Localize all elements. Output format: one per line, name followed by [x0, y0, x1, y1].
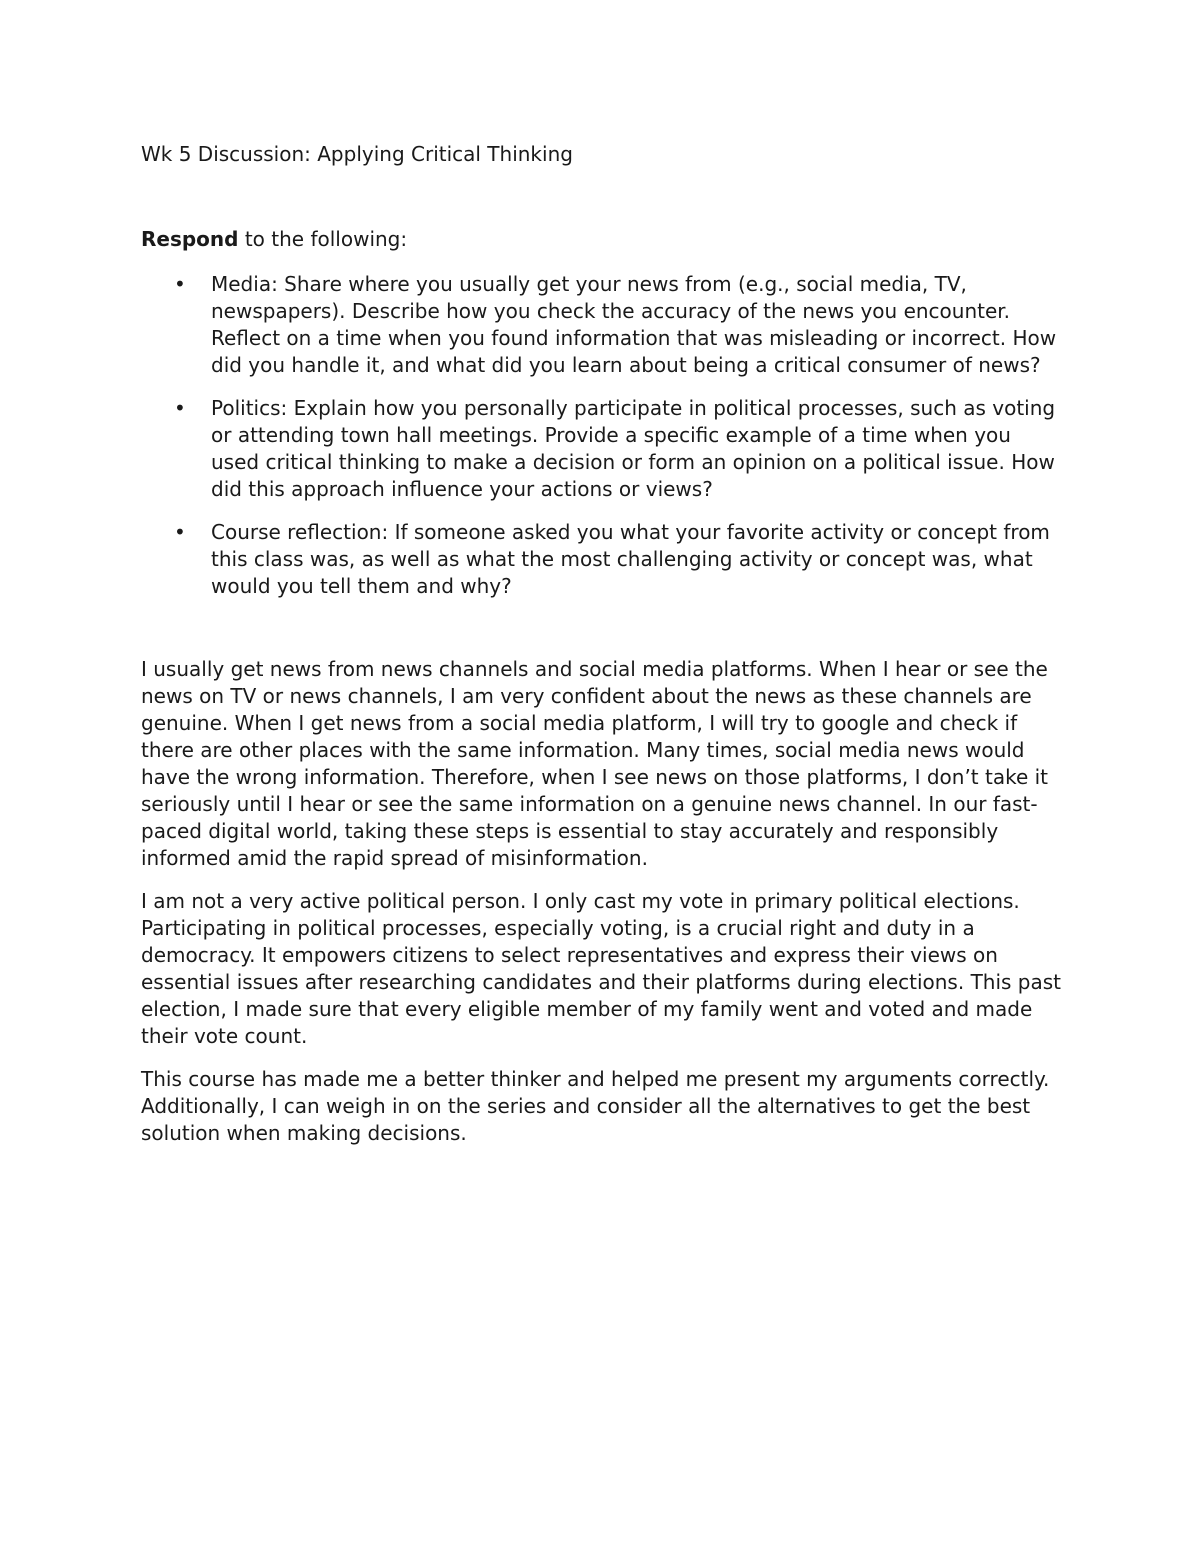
prompt-text: Politics: Explain how you personally participate in political processes, such as voting or attending town hall meetings. Provide a specific example of a time when you used critical thinking to make a decision or form an opinion on a political issue. How did this approach influence your actions or views?: [211, 396, 1056, 501]
prompt-list: [141, 271, 1061, 600]
instruction-text: to the following:: [238, 227, 408, 251]
bullet-icon: •: [174, 272, 186, 296]
instruction-line: [141, 226, 1061, 253]
document-title: Wk 5 Discussion: Applying Critical Thinking: [141, 142, 573, 166]
answer-paragraph-politics: I am not a very active political person. I only cast my vote in primary political elections. Participating in political processes, especially voting, is a crucial right and duty in a democracy. It empowers citizens to select representatives and express their views on essential issues after researching candidates and their platforms during elections. This past election, I made sure that every eligible member of my family went and voted and made their vote count.: [141, 889, 1062, 1048]
instruction-bold: Respond: [141, 227, 239, 251]
prompt-text: Media: Share where you usually get your news from (e.g., social media, TV, newspapers). Describe how you check the accuracy of the news you encounter. Reflect on a time when you found information that was misleading or incorrect. How did you handle it, and what did you learn about being a critical consumer of news?: [211, 272, 1057, 377]
prompt-text: Course reflection: If someone asked you what your favorite activity or concept from this class was, as well as what the most challenging activity or concept was, what would you tell them and why?: [211, 520, 1050, 598]
bullet-icon: •: [174, 396, 186, 420]
prompt-item-course-reflection: [141, 519, 1061, 600]
prompt-item-politics: [141, 395, 1061, 503]
prompt-item-media: [141, 271, 1061, 379]
answer-section: [141, 656, 1061, 1147]
document-content: [141, 141, 1061, 1163]
answer-paragraph-course-reflection: This course has made me a better thinker and helped me present my arguments correctly. Additionally, I can weigh in on the series and consider all the alternatives to get the best solution when making decisions.: [141, 1067, 1050, 1145]
bullet-icon: •: [174, 520, 186, 544]
answer-paragraph-media: I usually get news from news channels and social media platforms. When I hear or see the news on TV or news channels, I am very confident about the news as these channels are genuine. When I get news from a social media platform, I will try to google and check if there are other places with the same information. Many times, social media news would have the wrong information. Therefore, when I see news on those platforms, I don’t take it seriously until I hear or see the same information on a genuine news channel. In our fast-paced digital world, taking these steps is essential to stay accurately and responsibly informed amid the rapid spread of misinformation.: [141, 657, 1049, 870]
